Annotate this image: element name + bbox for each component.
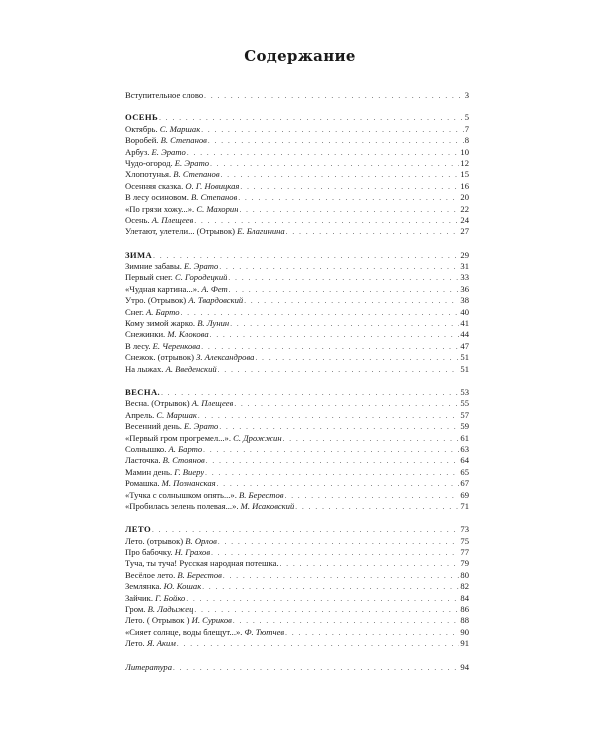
toc-entry-label — [125, 444, 202, 455]
section-heading-label: ЛЕТО — [125, 524, 152, 535]
section-heading[interactable] — [125, 524, 469, 535]
author-name: А. Введенский — [165, 363, 217, 374]
poem-title: Хлопотунья. — [125, 169, 174, 180]
toc-entry-page: 16 — [460, 180, 469, 191]
dot-leader — [161, 388, 459, 398]
poem-title: Весенний день. — [125, 421, 185, 432]
dot-leader — [217, 479, 460, 489]
poem-title: Мамин день. — [125, 466, 175, 477]
dot-leader — [286, 227, 460, 237]
section-heading[interactable] — [125, 250, 469, 261]
toc-entry-label — [125, 433, 282, 444]
dot-leader — [219, 262, 459, 272]
toc-entry-page: 65 — [460, 466, 469, 477]
page-title: Содержание — [244, 47, 356, 65]
toc-entry-label — [125, 307, 180, 318]
toc-entry[interactable] — [125, 536, 469, 547]
poem-title: Про бабочку. — [125, 547, 175, 558]
poem-title: В лесу. — [125, 340, 153, 351]
dot-leader — [201, 342, 459, 352]
dot-leader — [210, 159, 459, 169]
poem-title: «Первый гром прогремел...». — [125, 432, 234, 443]
toc-entry-page: 71 — [460, 500, 469, 511]
toc-entry[interactable] — [125, 261, 469, 272]
toc-entry-label — [125, 478, 216, 489]
dot-leader — [206, 456, 460, 466]
toc-entry[interactable] — [125, 467, 469, 478]
author-name: Я. Аким — [146, 638, 176, 649]
author-name: А. Фет — [201, 283, 228, 294]
author-name: Е. Эрато — [184, 421, 219, 432]
dot-leader — [204, 91, 464, 101]
toc-entry-page: 88 — [460, 615, 469, 626]
toc-entry[interactable] — [125, 604, 469, 615]
poem-title: «Тучка с солнышком опять...». — [125, 489, 240, 500]
dot-leader — [280, 559, 460, 569]
toc-entry-page: 33 — [460, 272, 469, 283]
dot-leader — [229, 285, 460, 295]
author-name: М. Познанская — [161, 478, 216, 489]
toc-entry-page: 38 — [460, 295, 469, 306]
toc-entry-label — [125, 501, 294, 512]
toc-entry-label — [125, 272, 227, 283]
toc-entry-label — [125, 455, 205, 466]
author-name: В. Лунин — [197, 318, 230, 329]
toc-entry-label — [125, 490, 284, 501]
toc-sections — [125, 112, 469, 649]
toc-entry-label — [125, 570, 222, 581]
dot-leader — [234, 399, 459, 409]
dot-leader — [295, 502, 459, 512]
toc-entry-page: 51 — [460, 352, 469, 363]
toc-entry-label — [125, 536, 217, 547]
poem-title: Кому зимой жарко. — [125, 318, 198, 329]
dot-leader — [187, 148, 460, 158]
toc-entry-page: 69 — [460, 489, 469, 500]
toc-entry[interactable] — [125, 490, 469, 501]
author-name: В. Степанов — [173, 169, 220, 180]
toc-entry[interactable] — [125, 478, 469, 489]
poem-title: Снег. — [125, 306, 146, 317]
dot-leader — [194, 605, 459, 615]
toc-entry-label — [125, 341, 200, 352]
author-name: Г. Виеру — [174, 466, 205, 477]
author-name: Е. Благинина — [237, 226, 285, 237]
dot-leader — [228, 273, 459, 283]
poem-title: Зимние забавы. — [125, 261, 185, 272]
dot-leader — [223, 571, 460, 581]
dot-leader — [238, 193, 459, 203]
dot-leader — [152, 525, 459, 535]
author-name: М. Клокова — [167, 329, 209, 340]
dot-leader — [285, 491, 460, 501]
toc-entry-label — [125, 467, 204, 478]
toc-entry-page: 3 — [464, 90, 469, 100]
toc-entry-page: 24 — [460, 214, 469, 225]
poem-title: Арбуз. — [125, 146, 152, 157]
toc-entry[interactable] — [125, 455, 469, 466]
dot-leader — [230, 319, 459, 329]
author-name: В. Степанов — [160, 135, 207, 146]
toc-entry-label — [125, 352, 254, 363]
author-name: В. Берестов — [239, 489, 284, 500]
dot-leader — [203, 445, 459, 455]
toc-entry-page: 47 — [460, 340, 469, 351]
dot-leader — [181, 308, 460, 318]
toc-entry-label — [125, 226, 285, 237]
dot-leader — [194, 216, 459, 226]
toc-entry-label — [125, 615, 232, 626]
section-heading[interactable] — [125, 387, 469, 398]
toc-entry-page: 51 — [460, 363, 469, 374]
dot-leader — [218, 365, 460, 375]
toc-entry-label — [125, 192, 237, 203]
section-heading-page: 73 — [460, 524, 469, 535]
toc-entry[interactable] — [125, 398, 469, 409]
poem-title: Воробей. — [125, 135, 161, 146]
toc-entry-page: 67 — [460, 478, 469, 489]
dot-leader — [255, 353, 459, 363]
toc-entry-page: 31 — [460, 261, 469, 272]
toc-entry-label — [125, 158, 209, 169]
poem-title: Чудо-огород. — [125, 157, 175, 168]
toc-entry-intro[interactable] — [125, 90, 469, 101]
toc-entry[interactable] — [125, 444, 469, 455]
poem-title: «Пробилась зелень полевая...». — [125, 500, 241, 511]
toc-entry-page: 41 — [460, 318, 469, 329]
toc-entry-label — [125, 318, 229, 329]
author-name: А. Твардовский — [188, 295, 244, 306]
toc-entry-page: 22 — [460, 203, 469, 214]
poem-title: Лето. — [125, 638, 147, 649]
toc-entry[interactable] — [125, 226, 469, 237]
author-name: С. Маршак — [159, 123, 201, 134]
dot-leader — [283, 434, 460, 444]
dot-leader — [186, 594, 459, 604]
dot-leader — [173, 663, 459, 673]
toc-entry-label — [125, 135, 207, 146]
toc-entry[interactable] — [125, 215, 469, 226]
toc-entry[interactable] — [125, 341, 469, 352]
poem-title: «Сияет солнце, воды блещут...». — [125, 626, 245, 637]
toc-entry-page: 91 — [460, 638, 469, 649]
dot-leader — [239, 205, 459, 215]
toc-entry[interactable] — [125, 204, 469, 215]
toc-entry[interactable] — [125, 570, 469, 581]
author-name: А. Плещеев — [151, 214, 194, 225]
toc-entry-label — [125, 364, 217, 375]
toc-entry-page: 82 — [460, 581, 469, 592]
dot-leader — [233, 616, 460, 626]
toc-entry[interactable] — [125, 192, 469, 203]
dot-leader — [208, 136, 464, 146]
dot-leader — [210, 330, 460, 340]
toc-entry-label — [125, 547, 210, 558]
toc-entry-page: 77 — [460, 547, 469, 558]
toc-entry-label — [125, 558, 279, 569]
poem-title: Весёлое лето. — [125, 569, 178, 580]
toc-entry-page: 7 — [464, 123, 469, 134]
poem-title: Гром. — [125, 604, 148, 615]
author-name: Е. Эрато — [151, 146, 186, 157]
toc-entry-label — [125, 398, 233, 409]
author-name: И. Суриков — [191, 615, 232, 626]
author-name: С. Махорин — [196, 203, 239, 214]
toc-entry[interactable] — [125, 329, 469, 340]
poem-title: Осень. — [125, 214, 152, 225]
poem-title: В лесу осиновом. — [125, 192, 192, 203]
toc-entry-page: 44 — [460, 329, 469, 340]
toc-entry-label — [125, 638, 176, 649]
dot-leader — [201, 125, 463, 135]
toc-entry-page: 90 — [460, 626, 469, 637]
dot-leader — [244, 296, 459, 306]
toc-entry[interactable] — [125, 169, 469, 180]
toc-entry-label — [125, 593, 185, 604]
dot-leader — [153, 251, 459, 261]
poem-title: Октябрь. — [125, 123, 160, 134]
poem-title: Снежинки. — [125, 329, 168, 340]
toc-entry[interactable] — [125, 558, 469, 569]
toc-entry-label — [125, 124, 200, 135]
toc-entry-page: 84 — [460, 592, 469, 603]
toc-entry-label — [125, 147, 186, 158]
toc-entry-label: Вступительное слово — [125, 90, 204, 100]
poem-title: Улетают, улетели... (Отрывок) — [125, 226, 238, 237]
author-name: О. Г. Новицкая — [185, 180, 240, 191]
author-name: В. Орлов — [185, 535, 217, 546]
dot-leader — [198, 411, 460, 421]
author-name: Е. Черенкова — [152, 340, 201, 351]
poem-title: Землянка. — [125, 581, 164, 592]
toc-entry-page: 59 — [460, 421, 469, 432]
section-heading-page: 5 — [464, 112, 469, 123]
toc-entry-label — [125, 181, 239, 192]
poem-title: Ласточка. — [125, 455, 163, 466]
toc-entry-page: 20 — [460, 192, 469, 203]
author-name: С. Городецкий — [174, 272, 228, 283]
toc-entry-label — [125, 169, 220, 180]
toc-entry-label — [125, 284, 228, 295]
author-name: Ю. Кошак — [163, 581, 202, 592]
author-name: В. Ладыжец — [147, 604, 194, 615]
toc-entry-page: 10 — [460, 146, 469, 157]
author-name: Н. Грахов — [174, 547, 211, 558]
toc-entry-page: 55 — [460, 398, 469, 409]
toc-entry-label — [125, 295, 243, 306]
toc-entry[interactable] — [125, 638, 469, 649]
section-heading-label: ВЕСНА. — [125, 386, 161, 397]
toc-entry[interactable] — [125, 181, 469, 192]
poem-title: «Чудная картина...». — [125, 283, 202, 294]
toc-entry-literature[interactable] — [125, 662, 469, 673]
poem-title: Первый снег. — [125, 272, 175, 283]
poem-title: Снежок. (отрывок) — [125, 352, 197, 363]
toc-entry[interactable] — [125, 295, 469, 306]
author-name: Е. Эрато — [184, 261, 219, 272]
author-name: С. Маршак — [156, 409, 197, 420]
toc-entry-page: 36 — [460, 283, 469, 294]
author-name: Г. Бойко — [155, 592, 186, 603]
poem-title: Зайчик. — [125, 592, 156, 603]
toc-entry[interactable] — [125, 307, 469, 318]
author-name: Е. Эрато — [174, 157, 210, 168]
poem-title: Осенняя сказка. — [125, 180, 186, 191]
poem-title: Лето. ( Отрывок ) — [125, 615, 192, 626]
toc-entry-page: 12 — [460, 157, 469, 168]
toc-entry-page: 8 — [464, 135, 469, 146]
section-heading-label: ОСЕНЬ — [125, 112, 159, 123]
poem-title: Солнышко. — [125, 443, 169, 454]
toc-entry-label — [125, 604, 193, 615]
dot-leader — [159, 113, 464, 123]
toc-entry-page: 79 — [460, 558, 469, 569]
dot-leader — [285, 628, 459, 638]
toc-entry-page: 57 — [460, 409, 469, 420]
poem-title: Ромашка. — [125, 478, 162, 489]
toc-entry-page: 27 — [460, 226, 469, 237]
toc-entry[interactable] — [125, 147, 469, 158]
dot-leader — [205, 468, 459, 478]
dot-leader — [221, 170, 460, 180]
table-of-contents — [125, 90, 469, 673]
poem-title: Утро. (Отрывок) — [125, 295, 189, 306]
toc-entry[interactable] — [125, 352, 469, 363]
toc-entry[interactable] — [125, 124, 469, 135]
toc-entry-label — [125, 204, 238, 215]
author-name: З. Александрова — [196, 352, 255, 363]
toc-entry[interactable] — [125, 433, 469, 444]
toc-entry[interactable] — [125, 318, 469, 329]
author-name: В. Степанов — [191, 192, 238, 203]
toc-entry[interactable] — [125, 284, 469, 295]
toc-entry-page: 86 — [460, 604, 469, 615]
toc-entry[interactable] — [125, 410, 469, 421]
dot-leader — [211, 548, 459, 558]
toc-entry-label: Литература — [125, 661, 173, 672]
toc-entry-page: 75 — [460, 535, 469, 546]
toc-entry[interactable] — [125, 627, 469, 638]
toc-entry[interactable] — [125, 593, 469, 604]
toc-entry-page: 80 — [460, 569, 469, 580]
toc-entry-label — [125, 581, 201, 592]
dot-leader — [218, 537, 460, 547]
author-name: А. Плещеев — [191, 398, 234, 409]
poem-title: Апрель. — [125, 409, 157, 420]
dot-leader — [177, 639, 460, 649]
toc-entry-label — [125, 261, 218, 272]
toc-entry-page: 63 — [460, 443, 469, 454]
dot-leader — [219, 422, 459, 432]
poem-title: На лыжах. — [125, 363, 166, 374]
toc-entry[interactable] — [125, 135, 469, 146]
toc-entry-label — [125, 215, 193, 226]
toc-entry[interactable] — [125, 501, 469, 512]
toc-entry[interactable] — [125, 364, 469, 375]
toc-entry-page: 15 — [460, 169, 469, 180]
author-name: А. Барто — [146, 306, 180, 317]
author-name: А. Барто — [168, 443, 203, 454]
section-heading-page: 53 — [460, 386, 469, 397]
toc-entry-page: 40 — [460, 306, 469, 317]
author-name: М. Исаковский — [240, 500, 295, 511]
toc-entry[interactable] — [125, 615, 469, 626]
toc-entry-page: 61 — [460, 432, 469, 443]
toc-entry[interactable] — [125, 272, 469, 283]
poem-title: Лето. (отрывок) — [125, 535, 186, 546]
author-name: С. Дрожжин — [233, 432, 282, 443]
dot-leader — [202, 582, 459, 592]
toc-entry[interactable] — [125, 547, 469, 558]
toc-entry[interactable] — [125, 581, 469, 592]
toc-entry-label — [125, 329, 209, 340]
author-name: В. Стоянов — [162, 455, 205, 466]
toc-entry[interactable] — [125, 158, 469, 169]
author-name: В. Берестов — [177, 569, 222, 580]
poem-title: «По грязи хожу...». — [125, 203, 197, 214]
toc-entry-label — [125, 421, 218, 432]
poem-title: Туча, ты туча! Русская народная потешка. — [125, 558, 279, 569]
toc-entry[interactable] — [125, 421, 469, 432]
section-heading[interactable] — [125, 112, 469, 123]
dot-leader — [240, 182, 459, 192]
toc-entry-page: 64 — [460, 455, 469, 466]
toc-entry-page: 94 — [460, 661, 469, 672]
author-name: Ф. Тютчев — [244, 626, 285, 637]
section-heading-label: ЗИМА — [125, 249, 153, 260]
poem-title: Весна. (Отрывок) — [125, 398, 192, 409]
toc-entry-label — [125, 627, 284, 638]
section-heading-page: 29 — [460, 249, 469, 260]
toc-entry-label — [125, 410, 197, 421]
